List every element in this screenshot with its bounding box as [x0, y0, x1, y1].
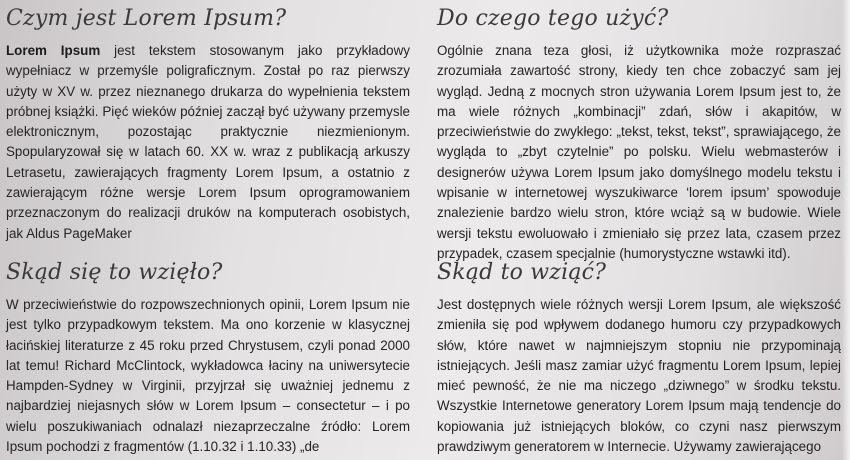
section-why-use [437, 6, 841, 264]
section-body: W przeciwieństwie do rozpowszechnionych opinii, Lorem Ipsum nie jest tylko przypadkowym tekstem. Ma ono korzenie w klasycznej łacińskiej literaturze z 45 roku przed Chrystusem, czyli ponad 2000 lat temu! Richard McClintock, wykładowca łaciny na uniwersytecie Hampden-Sydney w Virginii, przyjrzał się uważniej jednemu z najbardziej niejasnych słów w Lorem Ipsum – consectetur – i po wielu poszukiwaniach odnalazł niezaprzeczalne źródło: Lorem Ipsum pochodzi z fragmentów (1.10.32 i 1.10.33) „de [6, 297, 410, 455]
section-body-text: jest tekstem stosowanym jako przykładowy wypełniacz w przemyśle poligraficznym. Został po raz pierwszy użyty w XV w. przez nieznanego drukarza do wypełnienia tekstem próbnej książki. Pięć wieków później zaczął być używany przemysle elektronicznym, pozostając praktycznie niezmienionym. Spopularyzował się w latach 60. XX w. wraz z publikacją arkuszy Letrasetu, zawierających fragmenty Lorem Ipsum, a ostatnio z zawierającym różne wersje Lorem Ipsum oprogramowaniem przeznaczonym do realizacji druków na komputerach osobistych, jak Aldus PageMaker [6, 43, 410, 241]
section-title: Skąd to wziąć? [437, 260, 607, 285]
section-title: Czym jest Lorem Ipsum? [6, 6, 287, 31]
section-title: Skąd się to wzięło? [6, 260, 223, 285]
section-what-is [6, 6, 410, 244]
section-body: Ogólnie znana teza głosi, iż użytkownika może rozpraszać zrozumiała zawartość strony, kiedy ten chce zobaczyć sam jej wygląd. Jedną z mocnych stron używania Lorem Ipsum jest to, że ma wiele różnych „kombinacji” zdań, słów i akapitów, w przeciwieństwie do zwykłego: „tekst, tekst, tekst”, sprawiającego, że wygląda to „zbyt czytelnie” po polsku. Wielu webmasterów i designerów używa Lorem Ipsum jako domyślnego modelu tekstu i wpisanie w internetowej wyszukiwarce ‘lorem ipsum’ spowoduje znalezienie bardzo wielu stron, które wciąż są w budowie. Wiele wersji tekstu ewoluowało i zmieniało się przez lata, czasem przez przypadek, czasem specjalnie (humorystyczne wstawki itd). [437, 43, 841, 261]
section-title: Do czego tego użyć? [437, 6, 669, 31]
screen-edge-glare [842, 0, 850, 460]
section-body: Jest dostępnych wiele różnych wersji Lorem Ipsum, ale większość zmieniła się pod wpływem dodanego humoru czy przypadkowych słów, które nawet w najmniejszym stopniu nie przypominają istniejących. Jeśli masz zamiar użyć fragmentu Lorem Ipsum, lepiej mieć pewność, że nie ma niczego „dziwnego” w środku tekstu. Wszystkie Internetowe generatory Lorem Ipsum mają tendencje do kopiowania już istniejących bloków, co czyni nasz pierwszym prawdziwym generatorem w Internecie. Używamy zawierającego [437, 297, 841, 455]
section-body [6, 41, 410, 244]
bold-lead: Lorem Ipsum [6, 43, 101, 58]
section-where-get [437, 260, 841, 457]
section-where-from [6, 260, 410, 457]
